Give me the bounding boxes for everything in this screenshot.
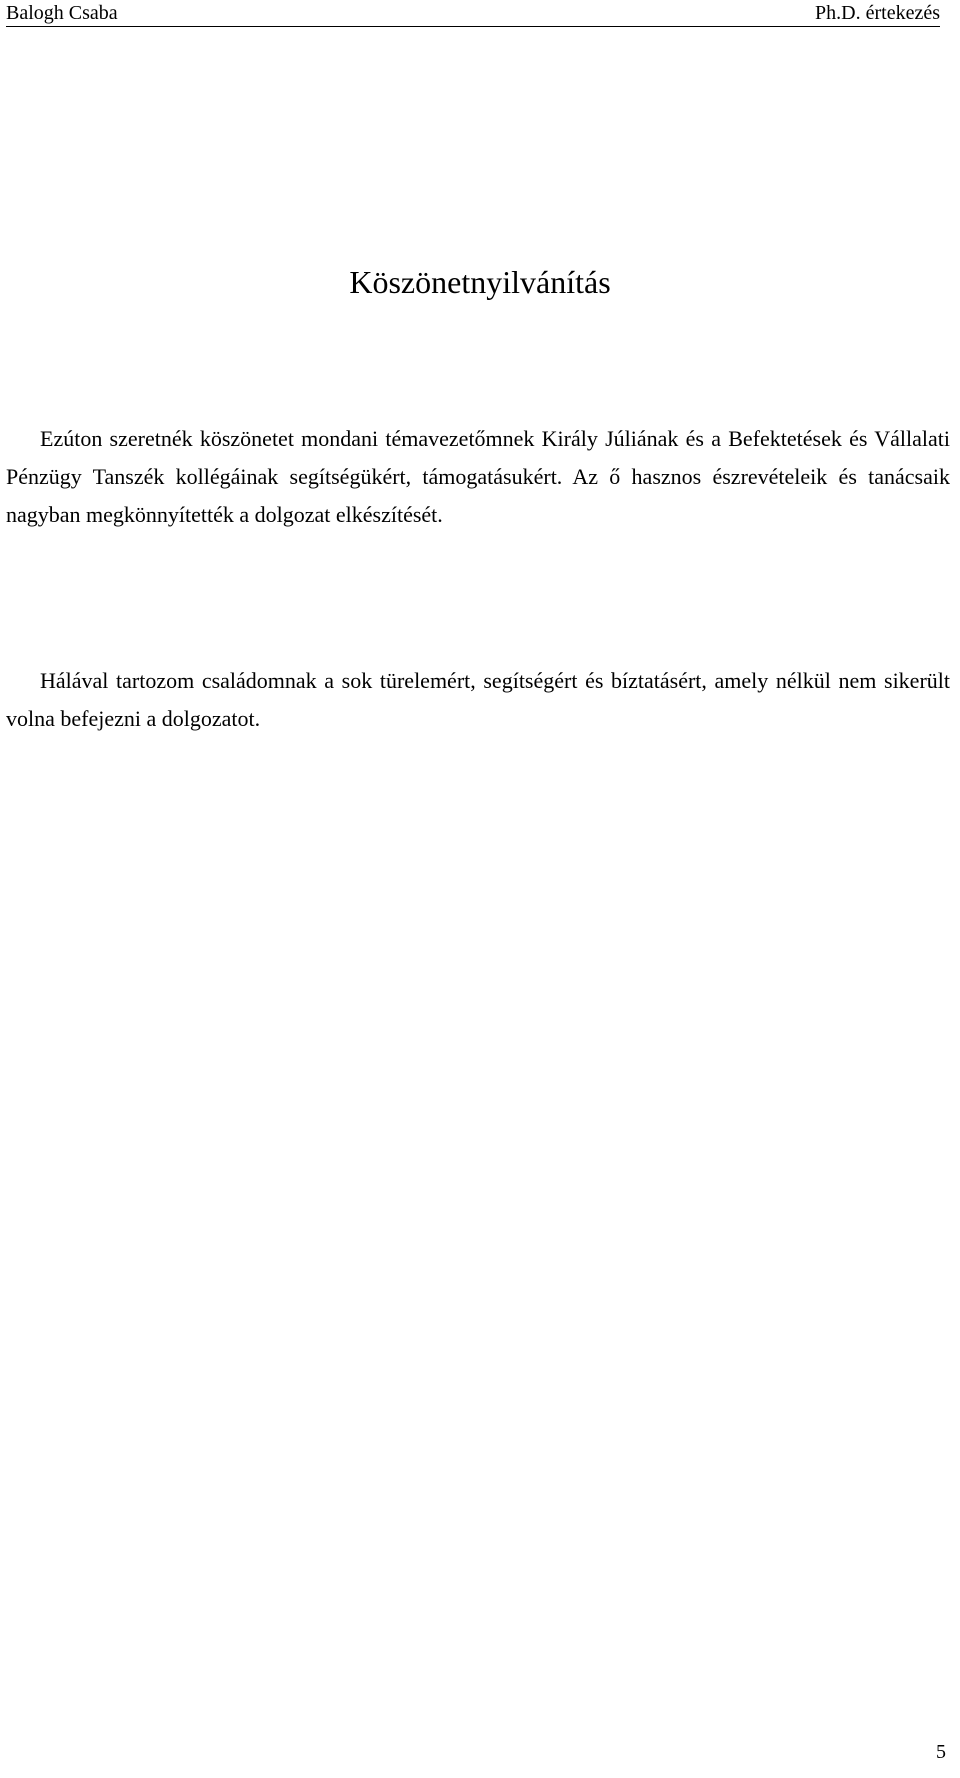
header-author: Balogh Csaba: [6, 2, 118, 24]
running-header: [6, 2, 940, 27]
acknowledgement-paragraph: Ezúton szeretnék köszönetet mondani témavezetőmnek Király Júliának és a Befektetések és Vállalati Pénzügy Tanszék kollégáinak segítségükért, támogatásukért. Az ő hasznos észrevételeik és tanácsaik nagyban megkönnyítették a dolgozat elkészítését.: [6, 426, 950, 527]
page-number: 5: [936, 1741, 946, 1763]
page-title: Köszönetnyilvánítás: [349, 264, 611, 300]
header-document-type: Ph.D. értekezés: [815, 2, 940, 24]
family-thanks-paragraph: Hálával tartozom családomnak a sok türelemért, segítségért és bíztatásért, amely nélkül nem sikerült volna befejezni a dolgozatot.: [6, 668, 950, 731]
